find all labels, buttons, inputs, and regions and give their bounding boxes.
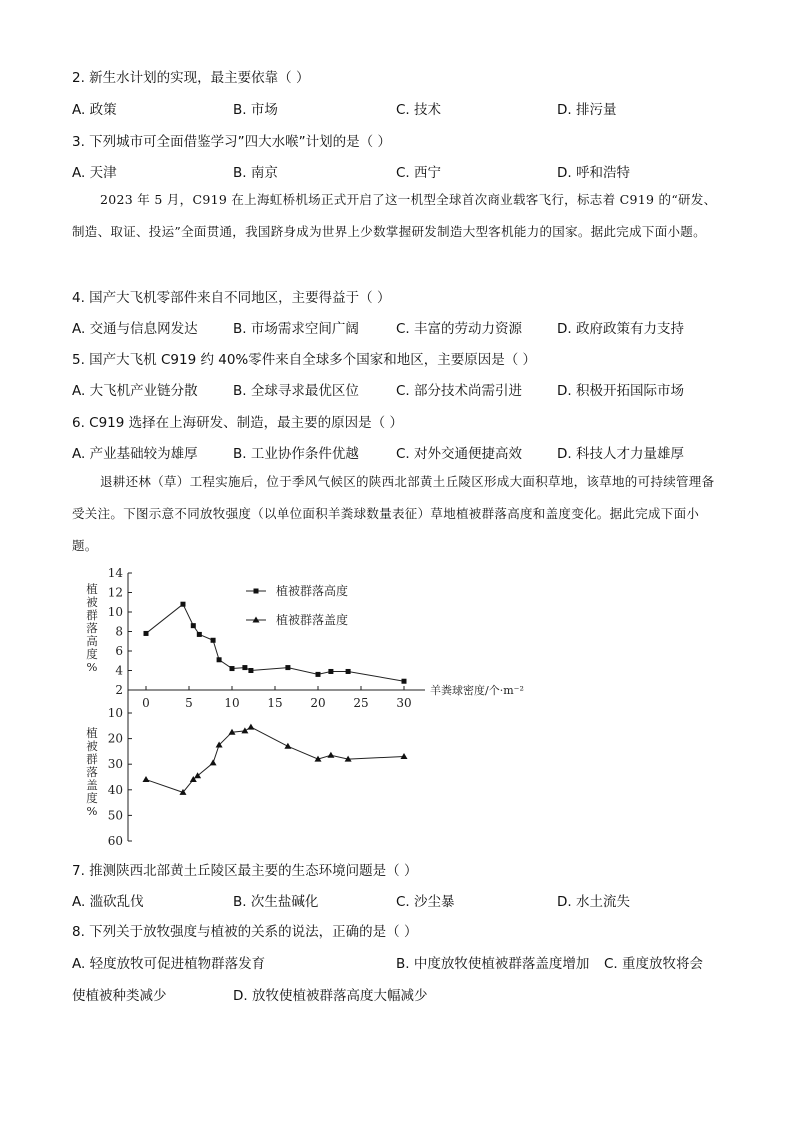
top-y-tick-label: 10 — [107, 605, 123, 619]
question-8-option-a: A. 轻度放牧可促进植物群落发育 — [72, 956, 266, 972]
top-y-tick-label: 2 — [115, 683, 123, 697]
x-tick-label: 30 — [396, 696, 412, 710]
question-5-option-a: A. 大飞机产业链分散 — [72, 383, 198, 399]
height-series-point — [197, 632, 202, 637]
question-7-option-d: D. 水土流失 — [557, 894, 630, 910]
x-tick-label: 15 — [267, 696, 283, 710]
question-8-option-b: B. 中度放牧使植被群落盖度增加 — [396, 956, 590, 972]
bottom-y-tick-label: 30 — [107, 757, 123, 772]
question-3-option-d: D. 呼和浩特 — [557, 165, 630, 181]
top-y-axis-label-char: 高 — [86, 634, 98, 648]
bottom-y-tick-label: 60 — [107, 834, 123, 848]
bottom-y-tick-label: 10 — [107, 706, 123, 720]
question-8-option-c: C. 重度放牧将会 — [604, 956, 704, 972]
coverage-series-point — [241, 727, 248, 733]
height-series-point — [402, 679, 407, 684]
question-3-option-c: C. 西宁 — [396, 165, 442, 181]
x-tick-label: 20 — [310, 696, 326, 710]
passage-grazing: 退耕还林（草）工程实施后，位于季风气候区的陕西北部黄土丘陵区形成大面积草地，该草地的可持续管理备受关注。下图示意不同放牧强度（以单位面积羊粪球数量表征）草地植被群落高度和盖度变化。据此完成下面小题。 — [72, 474, 715, 553]
question-3-stem: 3. 下列城市可全面借鉴学习”四大水喉”计划的是（ ） — [72, 134, 391, 150]
height-series-point — [144, 631, 149, 636]
question-2-option-d: D. 排污量 — [557, 102, 617, 118]
x-tick-label: 0 — [142, 696, 150, 710]
coverage-series-point — [143, 776, 150, 782]
question-4-stem: 4. 国产大飞机零部件来自不同地区，主要得益于（ ） — [72, 290, 391, 306]
question-5-option-b: B. 全球寻求最优区位 — [233, 383, 359, 399]
top-y-axis-label-char: % — [86, 660, 98, 674]
question-7-stem: 7. 推测陕西北部黄土丘陵区最主要的生态环境问题是（ ） — [72, 863, 418, 879]
bottom-y-tick-label: 50 — [107, 808, 123, 823]
grazing-vegetation-chart — [80, 565, 540, 850]
height-series-point — [242, 665, 247, 670]
coverage-series-point — [284, 743, 291, 749]
x-tick-label: 10 — [224, 696, 240, 710]
legend-height-marker — [254, 589, 259, 594]
question-4-option-d: D. 政府政策有力支持 — [557, 321, 684, 337]
question-7-option-c: C. 沙尘暴 — [396, 894, 455, 910]
legend-coverage-label: 植被群落盖度 — [276, 613, 349, 627]
question-4-option-c: C. 丰富的劳动力资源 — [396, 321, 523, 337]
top-y-tick-label: 12 — [107, 585, 123, 600]
bottom-y-axis-label-char: 被 — [86, 739, 98, 753]
height-series-line — [146, 604, 404, 681]
question-6-stem: 6. C919 选择在上海研发、制造，最主要的原因是（ ） — [72, 415, 403, 431]
question-7-option-b: B. 次生盐碱化 — [233, 894, 319, 910]
coverage-series-line — [146, 727, 404, 792]
question-2-stem: 2. 新生水计划的实现，最主要依靠（ ） — [72, 70, 310, 86]
bottom-y-axis-label-char: 群 — [86, 752, 98, 766]
question-6-option-c: C. 对外交通便捷高效 — [396, 446, 523, 462]
height-series-point — [211, 638, 216, 643]
top-y-tick-label: 14 — [107, 566, 123, 580]
coverage-series-point — [327, 752, 334, 758]
height-series-point — [180, 602, 185, 607]
x-axis-label: 羊粪球密度/个·m⁻² — [430, 684, 524, 697]
bottom-y-axis-label — [86, 726, 98, 818]
question-5-option-c: C. 部分技术尚需引进 — [396, 383, 523, 399]
bottom-y-axis-label-char: % — [86, 804, 98, 818]
bottom-y-axis-label-char: 植 — [86, 726, 98, 740]
passage-c919: 2023 年 5 月，C919 在上海虹桥机场正式开启了这一机型全球首次商业载客飞行，标志着 C919 的“研发、制造、取证、投运”全面贯通，我国跻身成为世界上少数掌握研发制造大型客机能力的国家。据此完成下面小题。 — [72, 192, 717, 239]
height-series-point — [328, 669, 333, 674]
height-series-point — [285, 665, 290, 670]
question-3-option-b: B. 南京 — [233, 165, 278, 181]
top-y-tick-label: 8 — [115, 624, 123, 639]
question-2-option-c: C. 技术 — [396, 102, 442, 118]
question-4-option-a: A. 交通与信息网发达 — [72, 321, 198, 337]
coverage-series-point — [247, 724, 254, 730]
question-5-option-d: D. 积极开拓国际市场 — [557, 383, 684, 399]
question-3-option-a: A. 天津 — [72, 165, 117, 181]
x-tick-label: 5 — [185, 696, 193, 710]
coverage-series-point — [210, 759, 217, 765]
question-7-option-a: A. 滥砍乱伐 — [72, 894, 144, 910]
question-8-stem: 8. 下列关于放牧强度与植被的关系的说法，正确的是（ ） — [72, 924, 418, 940]
question-8-option-c-continued: 使植被种类减少 — [72, 988, 167, 1004]
top-y-axis-label-char: 被 — [86, 595, 98, 609]
top-y-tick-label: 6 — [115, 644, 123, 658]
coverage-series-point — [401, 753, 408, 759]
height-series-point — [217, 657, 222, 662]
height-series-point — [191, 623, 196, 628]
bottom-y-tick-label: 20 — [107, 731, 123, 746]
bottom-y-axis-label-char: 落 — [86, 765, 98, 779]
question-4-option-b: B. 市场需求空间广阔 — [233, 321, 359, 337]
height-series-point — [230, 666, 235, 671]
top-y-axis-label-char: 植 — [86, 582, 98, 596]
height-series-point — [248, 668, 253, 673]
top-y-axis-label-char: 落 — [86, 621, 98, 635]
question-6-option-b: B. 工业协作条件优越 — [233, 446, 359, 462]
question-8-option-d: D. 放牧使植被群落高度大幅减少 — [233, 988, 428, 1004]
height-series-point — [346, 669, 351, 674]
bottom-y-axis-label-char: 度 — [86, 791, 98, 805]
question-2-option-b: B. 市场 — [233, 102, 278, 118]
question-2-option-a: A. 政策 — [72, 102, 117, 118]
question-6-option-d: D. 科技人才力量雄厚 — [557, 446, 684, 462]
top-y-axis-label-char: 群 — [86, 608, 98, 622]
bottom-y-axis-label-char: 盖 — [86, 778, 98, 792]
question-5-stem: 5. 国产大飞机 C919 约 40%零件来自全球多个国家和地区，主要原因是（ ） — [72, 352, 537, 368]
top-y-axis-label-char: 度 — [86, 647, 98, 661]
question-6-option-a: A. 产业基础较为雄厚 — [72, 446, 198, 462]
bottom-y-tick-label: 40 — [107, 782, 123, 797]
legend-height-label: 植被群落高度 — [276, 584, 349, 598]
height-series-point — [316, 672, 321, 677]
top-y-tick-label: 4 — [115, 663, 123, 678]
x-tick-label: 25 — [353, 696, 369, 710]
top-y-axis-label — [86, 582, 98, 674]
